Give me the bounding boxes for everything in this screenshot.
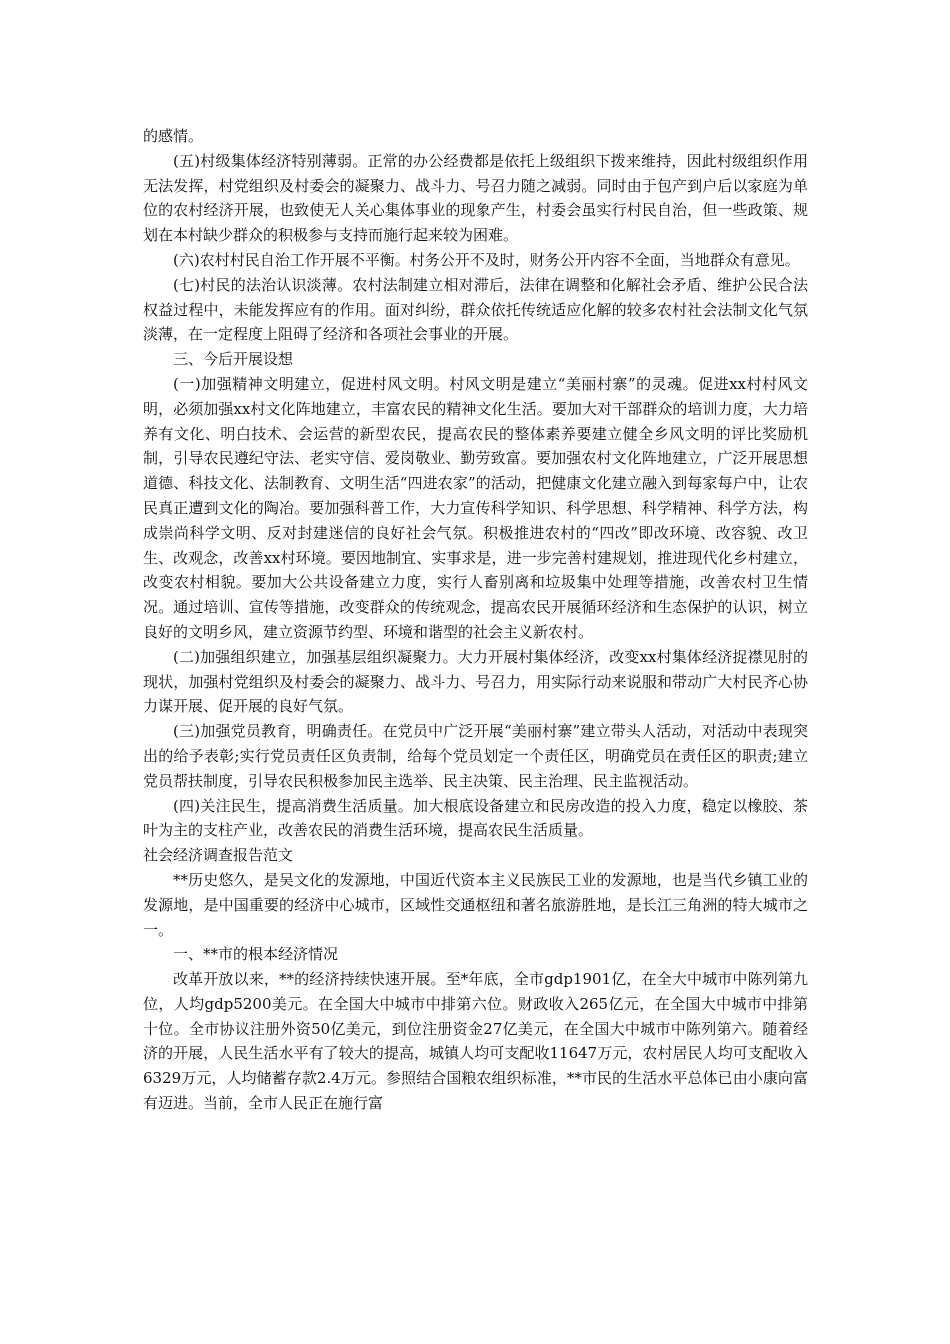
section-heading-plans: 三、今后开展设想 [173, 350, 294, 369]
document-body [143, 124, 808, 1116]
paragraph-item-7: (七)村民的法治认识淡薄。农村法制建立相对滞后，法律在调整和化解社会矛盾、维护公民合法权益过程中，未能发挥应有的作用。面对纠纷，群众依托传统适应化解的较多农村社会法制文化气氛淡薄，在一定程度上阻碍了经济和各项社会事业的开展。 [143, 275, 808, 344]
paragraph-plan-3: (三)加强党员教育，明确责任。在党员中广泛开展“美丽村寨”建立带头人活动，对活动中表现突出的给予表彰;实行党员责任区负责制，给每个党员划定一个责任区，明确党员在责任区的职责;建立党员帮扶制度，引导农民积极参加民主选举、民主决策、民主治理、民主监视活动。 [143, 722, 808, 790]
paragraph-continuation: 的感情。 [143, 127, 204, 145]
paragraph-plan-2: (二)加强组织建立，加强基层组织凝聚力。大力开展村集体经济，改变xx村集体经济捉襟见肘的现状，加强村党组织及村委会的凝聚力、战斗力、号召力，用实际行动来说服和带动广大村民齐心协力谋开展、促开展的良好气氛。 [143, 647, 808, 716]
paragraph-plan-1: (一)加强精神文明建立，促进村风文明。村风文明是建立“美丽村寨”的灵魂。促进xx村村风文明，必须加强xx村文化阵地建立，丰富农民的精神文化生活。要加大对干部群众的培训力度，大力培养有文化、明白技术、会运营的新型农民，提高农民的整体素养要建立健全乡风文明的评比奖励机制，引导农民遵纪守法、老实守信、爱岗敬业、勤劳致富。要加强农村文化阵地建立，广泛开展思想道德、科技文化、法制教育、文明生活“四进农家”的活动，把健康文化建立融入到每家每户中，让农民真正遭到文化的陶冶。要加强科普工作，大力宣传科学知识、科学思想、科学精神、科学方法，构成崇尚科学文明、反对封建迷信的良好社会气氛。积极推进农村的“四改”即改环境、改容貌、改卫生、改观念，改善xx村环境。要因地制宜、实事求是，进一步完善村建规划，推进现代化乡村建立，改变农村相貌。要加大公共设备建立力度，实行人畜别离和垃圾集中处理等措施，改善农村卫生情况。通过培训、宣传等措施，改变群众的传统观念，提高农民开展循环经济和生态保护的认识，树立良好的文明乡风，建立资源节约型、环境和谐型的社会主义新农村。 [143, 374, 808, 641]
paragraph-plan-4: (四)关注民生，提高消费生活质量。加大根底设备建立和民房改造的投入力度，稳定以橡胶、茶叶为主的支柱产业，改善农民的消费生活环境，提高农民生活质量。 [143, 796, 808, 840]
paragraph-city-intro: **历史悠久，是吴文化的发源地，中国近代资本主义民族民工业的发源地，也是当代乡镇工业的发源地，是中国重要的经济中心城市，区域性交通枢纽和著名旅游胜地，是长江三角洲的特大城市之一。 [143, 870, 808, 939]
document-title-sample: 社会经济调查报告范文 [143, 846, 294, 865]
paragraph-economy: 改革开放以来，**的经济持续快速开展。至*年底，全市gdp1901亿，在全大中城市中陈列第九位，人均gdp5200美元。在全国大中城市中排第六位。财政收入265亿元，在全国大中城市中排第十位。全市协议注册外资50亿美元，到位注册资金27亿美元，在全国大中城市中陈列第六。随着经济的开展，人民生活水平有了较大的提高，城镇人均可支配收11647万元，农村居民人均可支配收入6329万元，人均储蓄存款2.4万元。参照结合国粮农组织标准，**市民的生活水平总体已由小康向富有迈进。当前，全市人民正在施行富 [143, 970, 808, 1113]
section-heading-economy: 一、**市的根本经济情况 [173, 945, 339, 964]
paragraph-item-6: (六)农村村民自治工作开展不平衡。村务公开不及时，财务公开内容不全面，当地群众有意见。 [173, 250, 800, 269]
paragraph-item-5: (五)村级集体经济特别薄弱。正常的办公经费都是依托上级组织下拨来维持，因此村级组织作用无法发挥，村党组织及村委会的凝聚力、战斗力、号召力随之减弱。同时由于包产到户后以家庭为单位的农村经济开展，也致使无人关心集体事业的现象产生，村委会虽实行村民自治，但一些政策、规划在本村缺少群众的积极参与支持而施行起来较为困难。 [143, 151, 808, 245]
